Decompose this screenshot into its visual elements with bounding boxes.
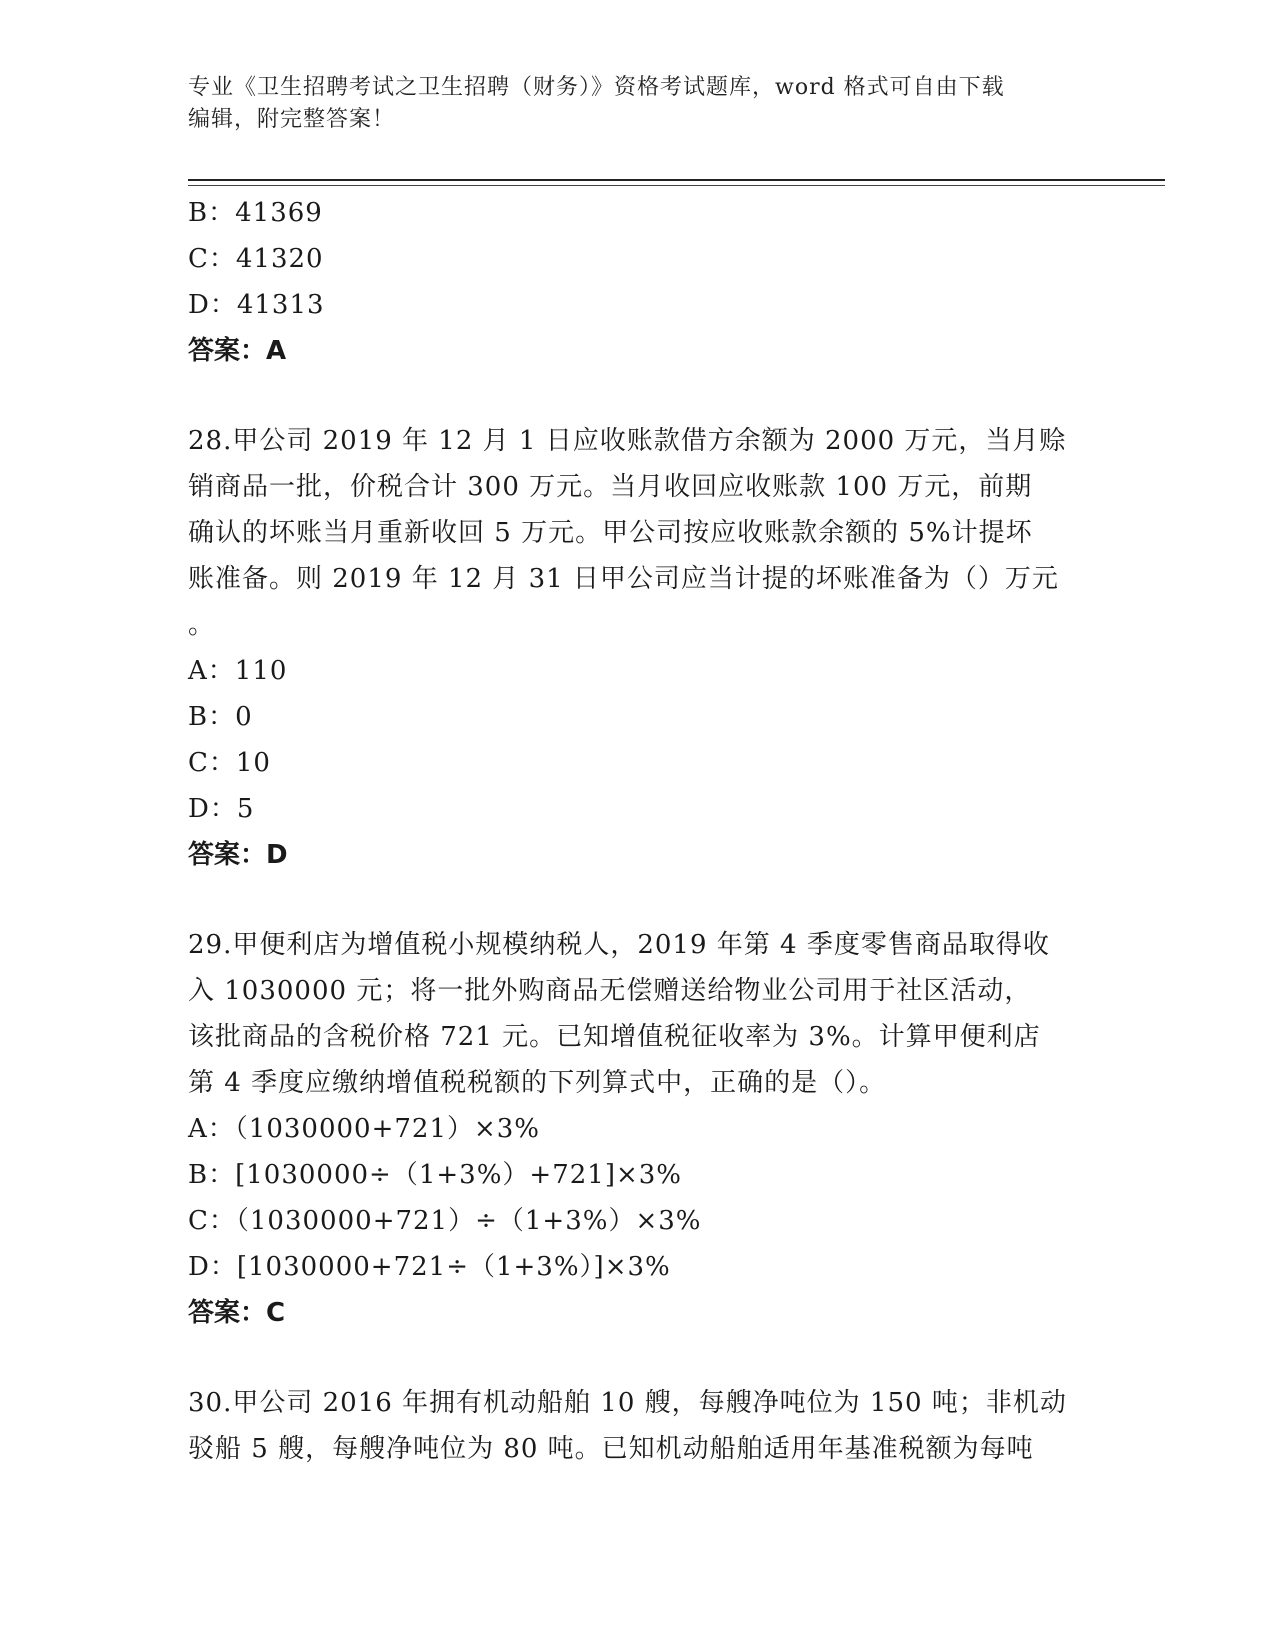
option-a: A：（1030000+721）×3% bbox=[188, 1114, 541, 1144]
header-line-1: 专业《卫生招聘考试之卫生招聘（财务）》资格考试题库，word 格式可自由下载 bbox=[188, 75, 1005, 100]
answer-label: 答案：A bbox=[188, 336, 287, 366]
option-b: B：0 bbox=[188, 702, 253, 732]
option-b: B：41369 bbox=[188, 198, 323, 228]
header-line-2: 编辑，附完整答案！ bbox=[188, 107, 396, 132]
option-a: A：110 bbox=[188, 656, 288, 686]
question-content bbox=[188, 190, 1088, 1472]
stem-line: 入 1030000 元；将一批外购商品无偿赠送给物业公司用于社区活动， bbox=[188, 976, 1032, 1006]
question-30 bbox=[188, 1380, 1088, 1472]
stem-line: 驳船 5 艘，每艘净吨位为 80 吨。已知机动船舶适用年基准税额为每吨 bbox=[188, 1434, 1034, 1464]
stem-line: 28.甲公司 2019 年 12 月 1 日应收账款借方余额为 2000 万元，当月赊 bbox=[188, 426, 1067, 456]
option-d: D：5 bbox=[188, 794, 255, 824]
option-d: D：41313 bbox=[188, 290, 325, 320]
page-header bbox=[188, 72, 1088, 136]
stem-line: 。 bbox=[188, 610, 216, 640]
question-29 bbox=[188, 922, 1088, 1336]
stem-line: 30.甲公司 2016 年拥有机动船舶 10 艘，每艘净吨位为 150 吨；非机动 bbox=[188, 1388, 1067, 1418]
question-stem bbox=[188, 922, 1088, 1106]
header-rule-thin bbox=[188, 185, 1165, 186]
option-d: D：[1030000+721÷（1+3%）]×3% bbox=[188, 1252, 671, 1282]
question-stem bbox=[188, 418, 1088, 648]
option-b: B：[1030000÷（1+3%）+721]×3% bbox=[188, 1160, 682, 1190]
option-c: C：41320 bbox=[188, 244, 324, 274]
answer-label: 答案：C bbox=[188, 1298, 286, 1328]
option-c: C：（1030000+721）÷（1+3%）×3% bbox=[188, 1206, 702, 1236]
stem-line: 销商品一批，价税合计 300 万元。当月收回应收账款 100 万元，前期 bbox=[188, 472, 1033, 502]
question-28 bbox=[188, 418, 1088, 878]
stem-line: 账准备。则 2019 年 12 月 31 日甲公司应当计提的坏账准备为（）万元 bbox=[188, 564, 1059, 594]
stem-line: 确认的坏账当月重新收回 5 万元。甲公司按应收账款余额的 5%计提坏 bbox=[188, 518, 1033, 548]
option-c: C：10 bbox=[188, 748, 271, 778]
question-27 bbox=[188, 190, 1088, 374]
answer-label: 答案：D bbox=[188, 840, 288, 870]
stem-line: 该批商品的含税价格 721 元。已知增值税征收率为 3%。计算甲便利店 bbox=[188, 1022, 1041, 1052]
stem-line: 第 4 季度应缴纳增值税税额的下列算式中，正确的是（）。 bbox=[188, 1068, 887, 1098]
question-stem bbox=[188, 1380, 1088, 1472]
stem-line: 29.甲便利店为增值税小规模纳税人，2019 年第 4 季度零售商品取得收 bbox=[188, 930, 1050, 960]
header-rule-thick bbox=[188, 179, 1165, 181]
